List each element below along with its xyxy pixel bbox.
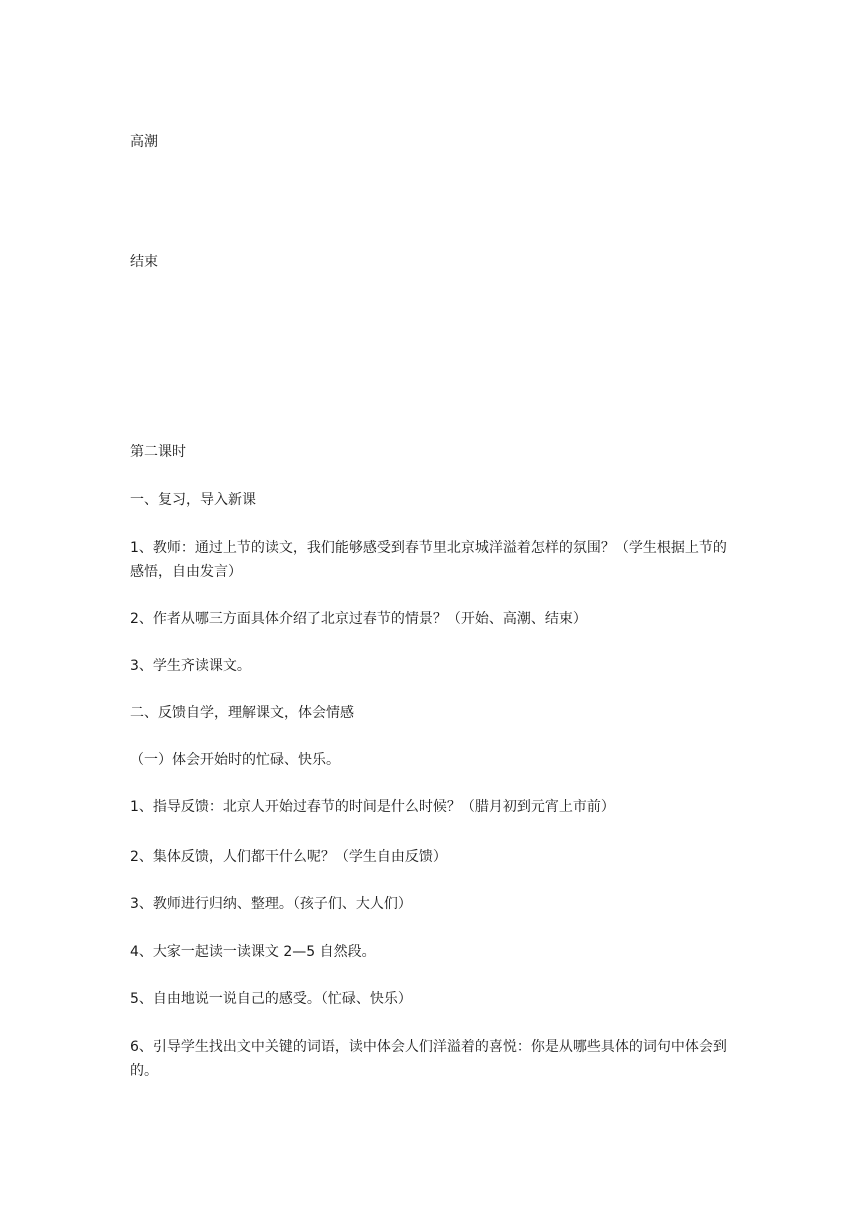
- section-title-second-lesson: 第二课时: [130, 444, 186, 460]
- paragraph-item-1: 1、教师：通过上节的读文，我们能够感受到春节里北京城洋溢着怎样的氛围？（学生根据上节的感悟，自由发言）: [130, 540, 727, 580]
- paragraph-feedback-heading: 二、反馈自学，理解课文，体会情感: [130, 705, 354, 721]
- paragraph-subsection-1: （一）体会开始时的忙碌、快乐。: [130, 752, 340, 768]
- paragraph-climax: 高潮: [130, 134, 158, 150]
- paragraph-item-summarize: 3、教师进行归纳、整理。（孩子们、大人们）: [130, 896, 412, 912]
- paragraph-item-2: 2、作者从哪三方面具体介绍了北京过春节的情景？（开始、高潮、结束）: [130, 611, 587, 627]
- paragraph-item-3: 3、学生齐读课文。: [130, 658, 251, 674]
- paragraph-item-key-words: 6、引导学生找出文中关键的词语，读中体会人们洋溢着的喜悦：你是从哪些具体的词句中体会到的。: [130, 1039, 727, 1079]
- paragraph-item-guide-feedback: 1、指导反馈：北京人开始过春节的时间是什么时候？（腊月初到元宵上市前）: [130, 799, 615, 815]
- paragraph-item-share-feelings: 5、自由地说一说自己的感受。（忙碌、快乐）: [130, 991, 412, 1007]
- paragraph-item-read-together: 4、大家一起读一读课文 2—5 自然段。: [130, 944, 376, 960]
- paragraph-item-group-feedback: 2、集体反馈，人们都干什么呢？（学生自由反馈）: [130, 849, 447, 865]
- paragraph-review-heading: 一、复习，导入新课: [130, 492, 256, 508]
- paragraph-ending: 结束: [130, 254, 158, 270]
